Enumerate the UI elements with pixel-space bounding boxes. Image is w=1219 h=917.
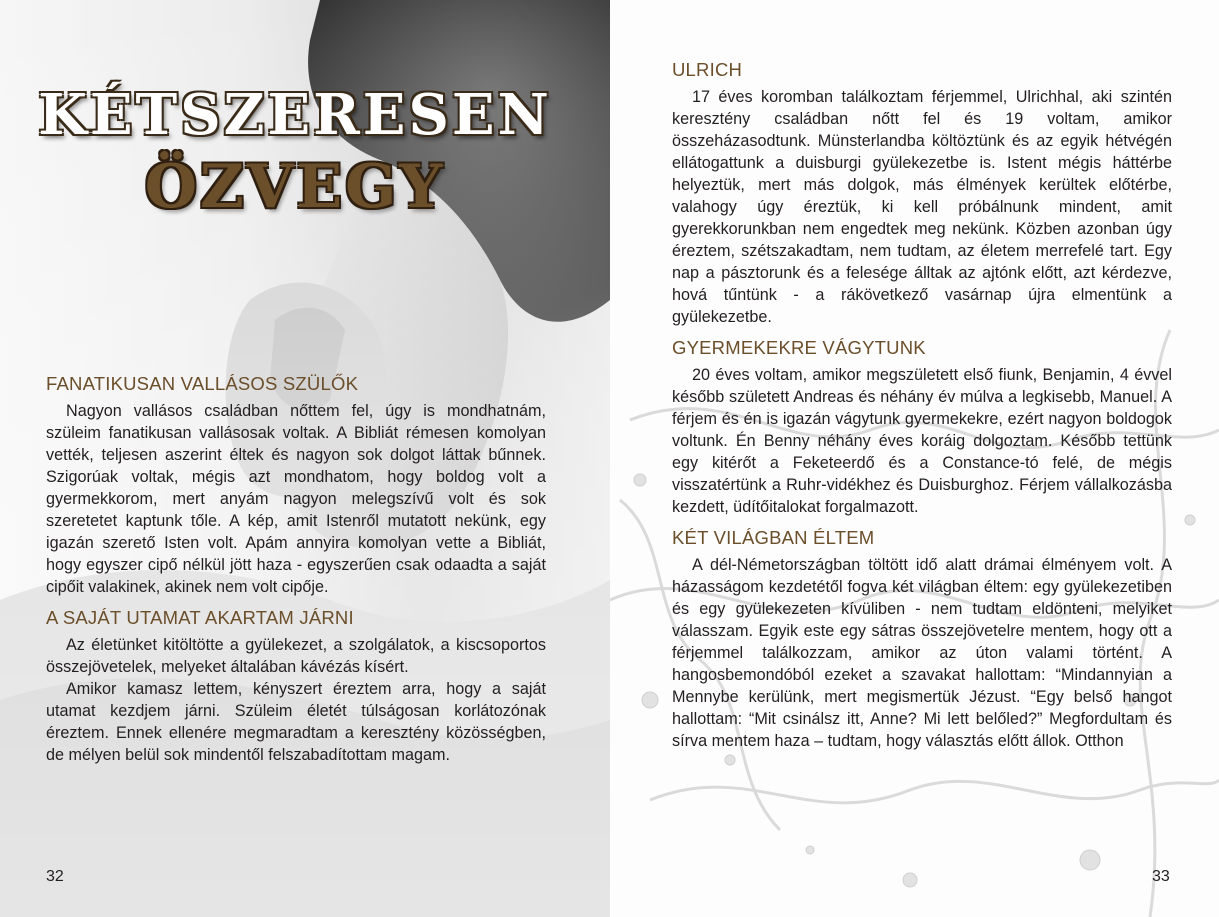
right-column	[672, 58, 1172, 760]
page-number-right: 33	[1152, 868, 1170, 885]
section-heading: A SAJÁT UTAMAT AKARTAM JÁRNI	[46, 607, 354, 628]
paragraph: A dél-Németországban töltött idő alatt drámai élményem volt. A házasságom kezdetétől fogva két világban éltem: egy gyülekezetiben és egy gyülekezeten kívüliben - nem tudtam eldönteni, melyiket válasszam. Egyik este egy sátras összejövetelre mentem, hogy ott a férjemmel találkozzam, amikor az úton valami történt. A hangosbemondóból ezeket a szavakat hallottam: “Mindannyian a Mennybe kerülünk, mert megismertük Jézust. “Egy belső hangot hallottam: “Mit csinálsz itt, Anne? Mi lett belőled?” Megfordultam és sírva mentem haza – tudtam, hogy választás előtt állok. Otthon	[672, 556, 1172, 750]
section-ulrich	[672, 58, 1172, 328]
section-fanatical-parents	[46, 372, 546, 598]
left-column	[46, 372, 546, 774]
section-heading: ULRICH	[672, 59, 743, 80]
section-heading: KÉT VILÁGBAN ÉLTEM	[672, 527, 875, 548]
title-line-2: ÖZVEGY	[144, 152, 446, 222]
page-number-left: 32	[46, 868, 64, 885]
paragraph: 17 éves koromban találkoztam férjemmel, Ulrichhal, aki szintén keresztény családban nőtt fel és 19 voltam, amikor összeházasodtunk. Münsterlandba költöztünk és az egyik hétvégén ellátogattunk a duisburgi gyülekezetbe is. Istent mégis háttérbe helyeztük, mert más dolgok, más élmények kerültek előtérbe, valahogy úgy éreztük, ki kell próbálnunk mindent, amit gyerekkorunkban nem engedtek meg nekünk. Közben azonban úgy éreztem, szétszakadtam, nem tudtam, az életem merrefelé tart. Egy nap a pásztorunk és a felesége álltak az ajtónk előtt, azt kérdezve, hová tűntünk - a rákövetkező vasárnap újra elmentünk a gyülekezetbe.	[672, 88, 1172, 326]
paragraph: Az életünket kitöltötte a gyülekezet, a szolgálatok, a kiscsoportos összejövetelek, melyeket általában kávézás kísért.	[46, 636, 546, 676]
right-page	[610, 0, 1219, 917]
title-line-1: KÉTSZERESEN	[38, 82, 552, 148]
paragraph: Amikor kamasz lettem, kényszert éreztem arra, hogy a saját utamat kezdjem járni. Szüleim életét túlságosan korlátozónak éreztem. Ennek ellenére megmaradtam a keresztény közösségben, de mélyen belül sok mindentől felszabadítottam magam.	[46, 680, 546, 764]
section-own-way	[46, 606, 546, 766]
section-longing-for-children	[672, 336, 1172, 518]
paragraph: 20 éves voltam, amikor megszületett első fiunk, Benjamin, 4 évvel később született Andreas és néhány év múlva a legkisebb, Manuel. A férjem és én is igazán vágytunk gyermekekre, ezért nagyon boldogok voltunk. Én Benny néhány éves koráig dolgoztam. Később tettünk egy kitérőt a Feketeerdő és a Constance-tó felé, de mégis visszatértünk a Ruhr-vidékhez és Duisburghoz. Férjem vállalkozásba kezdett, üdítőitalokat forgalmazott.	[672, 366, 1172, 516]
section-heading: GYERMEKEKRE VÁGYTUNK	[672, 337, 926, 358]
section-heading: FANATIKUSAN VALLÁSOS SZÜLŐK	[46, 373, 359, 394]
paragraph: Nagyon vallásos családban nőttem fel, úgy is mondhatnám, szüleim fanatikusan vallásosak voltak. A Bibliát rémesen komolyan vették, teljesen aszerint éltek és nagyon sok dolgot láttak bűnnek. Szigorúak voltak, mégis azt mondhatom, hogy boldog volt a gyermekkorom, mert anyám nagyon melegszívű volt és sok szeretetet kaptunk tőle. A kép, amit Istenről mutatott nekünk, egy igazán szerető Isten volt. Apám annyira komolyan vette a Bibliát, hogy egyszer cipő nélkül jött haza - egyszerűen csak odaadta a saját cipőit valakinek, akinek nem volt cipője.	[46, 402, 546, 596]
section-two-worlds	[672, 526, 1172, 752]
